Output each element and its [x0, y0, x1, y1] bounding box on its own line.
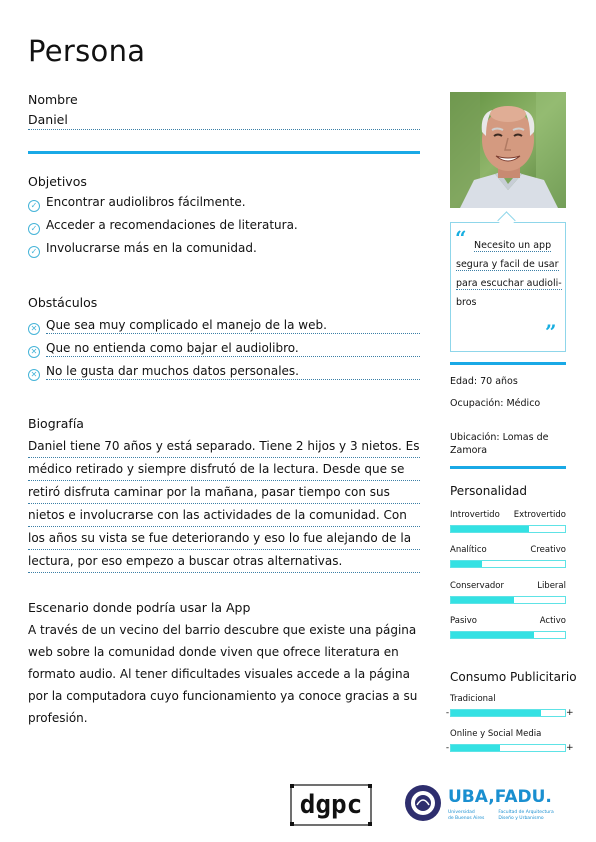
- trait-bar-fill: [451, 632, 534, 638]
- objectives-list: [28, 195, 420, 264]
- location-line: Ubicación: Lomas de: [450, 432, 549, 443]
- obstacles-title: Obstáculos: [28, 295, 98, 310]
- x-circle-icon: ✕: [28, 323, 40, 335]
- quote-line: segura y facil de usar: [456, 259, 559, 270]
- plus-sign: +: [566, 743, 574, 753]
- section-divider: [28, 151, 420, 154]
- dgpc-logo-mark: [290, 784, 372, 826]
- trait-bar-fill: [451, 561, 482, 567]
- list-item: [28, 195, 420, 218]
- channel-traditional: [445, 694, 573, 718]
- trait-left-label: Introvertido: [450, 510, 500, 520]
- uba-seal-icon: [405, 785, 441, 821]
- uba-fadu-logo-text: UBA,FADU.: [448, 787, 552, 807]
- name-label: Nombre: [28, 92, 78, 107]
- objective-text: Involucrarse más en la comunidad.: [46, 241, 257, 255]
- dgpc-logo-text: dgpc: [299, 790, 363, 820]
- trait-bar-fill: [451, 526, 529, 532]
- objective-text: Acceder a recomendaciones de literatura.: [46, 218, 298, 232]
- biography-line: nietos e involucrarse con las actividades de la comunidad. Con: [28, 504, 420, 527]
- minus-sign: -: [445, 743, 450, 753]
- open-quote-icon: “: [455, 226, 467, 250]
- channel-bar-fill: [451, 745, 500, 751]
- trait-bar-fill: [451, 597, 514, 603]
- plus-sign: +: [566, 708, 574, 718]
- quote-text: [456, 236, 562, 312]
- x-circle-icon: ✕: [28, 346, 40, 358]
- close-quote-icon: ”: [545, 320, 557, 344]
- biography-line: médico retirado y siempre disfrutó de la lectura. Desde que se: [28, 458, 420, 481]
- scenario-line: A través de un vecino del barrio descubre que existe una página: [28, 623, 417, 637]
- persona-photo: [450, 92, 566, 208]
- uba-fadu-subtitle: [448, 810, 568, 822]
- uba-sub-line: de Buenos Aires: [448, 816, 485, 821]
- persona-photo-illustration: [450, 92, 566, 208]
- channel-online-social: [445, 729, 573, 753]
- fadu-sub-line: Facultad de Arquitectura: [498, 810, 554, 815]
- uba-sub-line: Universidad: [448, 810, 475, 815]
- trait-bar: [450, 525, 566, 533]
- trait-introvert-extrovert: [450, 510, 566, 533]
- occupation-text: Ocupación: Médico: [450, 398, 541, 409]
- advertising-title: Consumo Publicitario: [450, 670, 577, 684]
- list-item: [28, 218, 420, 241]
- channel-bar-fill: [451, 710, 541, 716]
- biography-text: [28, 435, 420, 573]
- x-circle-icon: ✕: [28, 369, 40, 381]
- scenario-line: profesión.: [28, 711, 88, 725]
- location-line: Zamora: [450, 445, 488, 456]
- scenario-line: por la computadora cuyo funcionamiento ya conoce gracias a su: [28, 689, 418, 703]
- biography-line: los años su vista se fue deteriorando y eso lo fue alejando de la: [28, 527, 420, 550]
- objectives-title: Objetivos: [28, 174, 87, 189]
- side-divider: [450, 362, 566, 365]
- trait-left-label: Conservador: [450, 581, 505, 591]
- trait-right-label: Creativo: [530, 545, 566, 555]
- dgpc-logo: [290, 784, 372, 826]
- fadu-sub-line: Diseño y Urbanismo: [498, 816, 544, 821]
- check-circle-icon: ✓: [28, 200, 40, 212]
- list-item: [28, 341, 420, 364]
- obstacle-text: No le gusta dar muchos datos personales.: [46, 364, 420, 380]
- quote-line: Necesito un app: [474, 240, 552, 251]
- location-text: [450, 431, 548, 457]
- trait-passive-active: [450, 616, 566, 639]
- quote-line: bros: [456, 297, 477, 308]
- channel-bar: [450, 709, 566, 717]
- age-text: Edad: 70 años: [450, 376, 518, 387]
- trait-analytic-creative: [450, 545, 566, 568]
- trait-bar: [450, 560, 566, 568]
- minus-sign: -: [445, 708, 450, 718]
- trait-left-label: Pasivo: [450, 616, 477, 626]
- check-circle-icon: ✓: [28, 223, 40, 235]
- trait-right-label: Liberal: [537, 581, 566, 591]
- obstacle-text: Que no entienda como bajar el audiolibro.: [46, 341, 420, 357]
- trait-right-label: Activo: [539, 616, 566, 626]
- side-divider: [450, 466, 566, 469]
- trait-right-label: Extrovertido: [513, 510, 566, 520]
- objective-text: Encontrar audiolibros fácilmente.: [46, 195, 246, 209]
- name-value: Daniel: [28, 112, 420, 130]
- channel-label: Online y Social Media: [450, 729, 542, 739]
- list-item: [28, 364, 420, 387]
- scenario-line: formato audio. Al tener dificultades visuales accede a la página: [28, 667, 410, 681]
- scenario-title: Escenario donde podría usar la App: [28, 600, 251, 615]
- page-title: Persona: [28, 34, 146, 68]
- check-circle-icon: ✓: [28, 246, 40, 258]
- list-item: [28, 241, 420, 264]
- uba-seal-drawing: [405, 785, 441, 821]
- scenario-text: [28, 619, 420, 729]
- list-item: [28, 318, 420, 341]
- trait-conservative-liberal: [450, 581, 566, 604]
- obstacle-text: Que sea muy complicado el manejo de la web.: [46, 318, 420, 334]
- biography-line: Daniel tiene 70 años y está separado. Tiene 2 hijos y 3 nietos. Es: [28, 435, 420, 458]
- biography-line: lectura, por eso empezo a buscar otras alternativas.: [28, 550, 420, 573]
- scenario-line: web sobre la comunidad donde viven que ofrece literatura en: [28, 645, 399, 659]
- channel-label: Tradicional: [450, 694, 496, 704]
- personality-title: Personalidad: [450, 484, 527, 498]
- quote-line: para escuchar audioli-: [456, 278, 562, 289]
- trait-bar: [450, 596, 566, 604]
- biography-title: Biografía: [28, 416, 84, 431]
- trait-bar: [450, 631, 566, 639]
- channel-bar: [450, 744, 566, 752]
- biography-line: retiró disfruta caminar por la mañana, pasar tiempo con sus: [28, 481, 420, 504]
- obstacles-list: [28, 318, 420, 387]
- trait-left-label: Analítico: [450, 545, 487, 555]
